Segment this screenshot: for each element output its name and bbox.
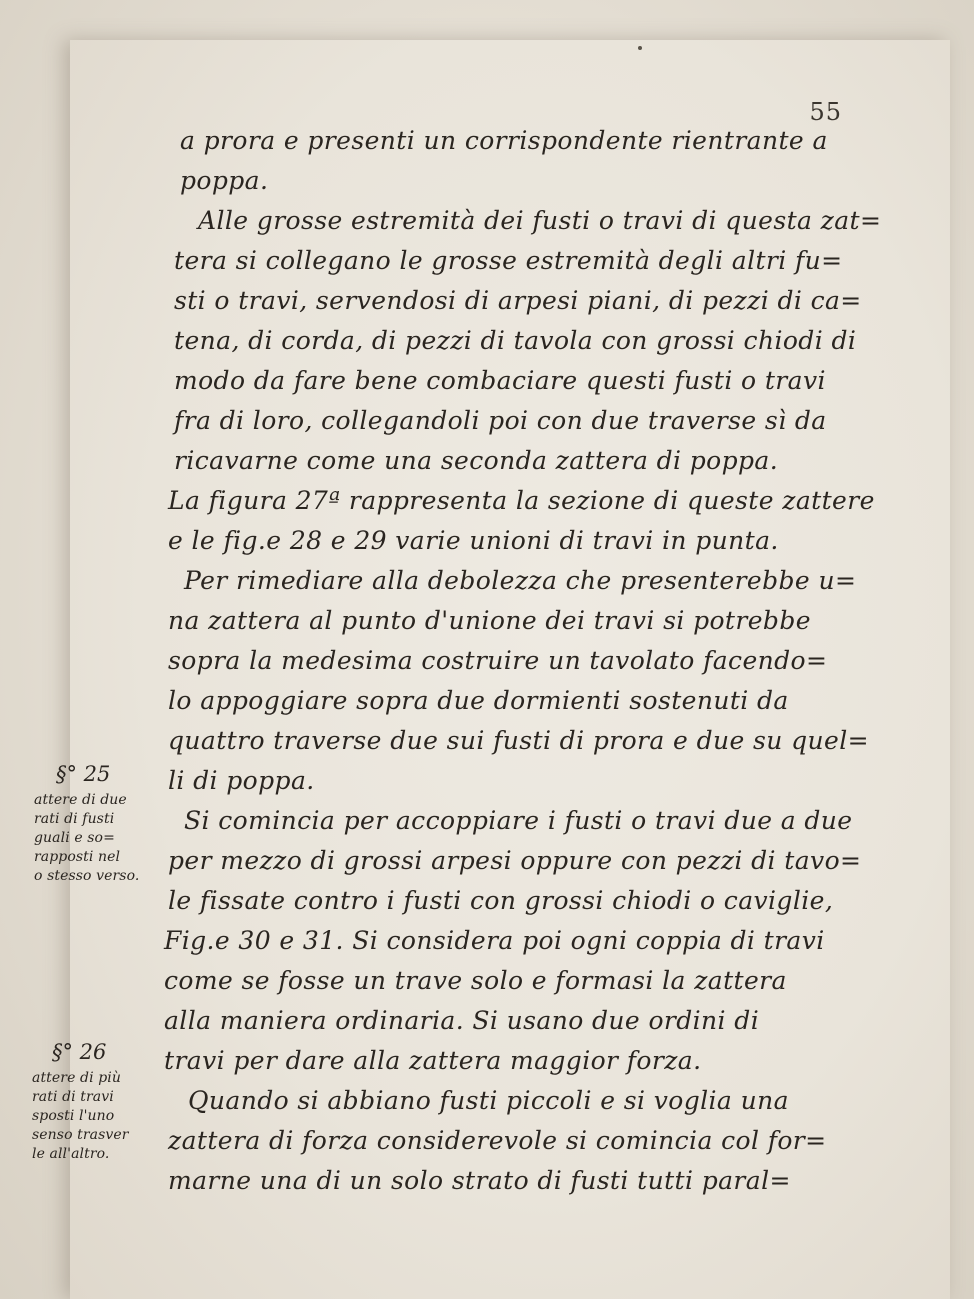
- body-line: tera si collegano le grosse estremità degli altri fu=: [174, 246, 843, 275]
- page-number: 55: [809, 98, 842, 126]
- margin-note-line: o stesso verso.: [34, 868, 140, 884]
- manuscript-page: [70, 40, 950, 1299]
- body-line: sti o travi, servendosi di arpesi piani, di pezzi di ca=: [174, 286, 862, 315]
- body-line: Fig.e 30 e 31. Si considera poi ogni coppia di travi: [164, 926, 825, 955]
- paper-speck: [638, 46, 642, 50]
- body-line: come se fosse un trave solo e formasi la zattera: [164, 966, 787, 995]
- margin-note-line: le all'altro.: [32, 1146, 110, 1162]
- body-line: Per rimediare alla debolezza che presenterebbe u=: [184, 566, 857, 595]
- body-line: Quando si abbiano fusti piccoli e si voglia una: [188, 1086, 789, 1115]
- body-line: travi per dare alla zattera maggior forza.: [164, 1046, 702, 1075]
- body-line: marne una di un solo strato di fusti tutti paral=: [168, 1166, 791, 1195]
- margin-note-heading: §° 26: [52, 1040, 107, 1064]
- margin-note-line: sposti l'uno: [32, 1108, 115, 1124]
- body-line: modo da fare bene combaciare questi fusti o travi: [174, 366, 826, 395]
- body-line: li di poppa.: [168, 766, 315, 795]
- body-line: na zattera al punto d'unione dei travi si potrebbe: [168, 606, 811, 635]
- margin-note-line: attere di più: [32, 1070, 121, 1086]
- body-line: le fissate contro i fusti con grossi chiodi o caviglie,: [168, 886, 834, 915]
- body-line: a prora e presenti un corrispondente rientrante a: [180, 126, 828, 155]
- body-line: lo appoggiare sopra due dormienti sostenuti da: [168, 686, 789, 715]
- margin-note-heading: §° 25: [56, 762, 111, 786]
- margin-note-line: guali e so=: [34, 830, 115, 846]
- body-line: tena, di corda, di pezzi di tavola con grossi chiodi di: [174, 326, 857, 355]
- margin-note-line: senso trasver: [32, 1127, 129, 1143]
- body-line: La figura 27ª rappresenta la sezione di queste zattere: [168, 486, 875, 515]
- body-line: quattro traverse due sui fusti di prora e due su quel=: [168, 726, 869, 755]
- body-line: per mezzo di grossi arpesi oppure con pezzi di tavo=: [168, 846, 862, 875]
- body-line: ricavarne come una seconda zattera di poppa.: [174, 446, 779, 475]
- margin-note-line: rati di fusti: [34, 811, 115, 827]
- margin-note-line: attere di due: [34, 792, 127, 808]
- body-line: fra di loro, collegandoli poi con due traverse sì da: [174, 406, 827, 435]
- body-line: Si comincia per accoppiare i fusti o travi due a due: [184, 806, 853, 835]
- body-line: poppa.: [180, 166, 269, 195]
- body-line: sopra la medesima costruire un tavolato facendo=: [168, 646, 828, 675]
- margin-note-line: rati di travi: [32, 1089, 114, 1105]
- margin-note-line: rapposti nel: [34, 849, 121, 865]
- body-line: e le fig.e 28 e 29 varie unioni di travi in punta.: [168, 526, 779, 555]
- body-line: zattera di forza considerevole si comincia col for=: [168, 1126, 827, 1155]
- body-line: alla maniera ordinaria. Si usano due ordini di: [164, 1006, 760, 1035]
- body-line: Alle grosse estremità dei fusti o travi di questa zat=: [198, 206, 882, 235]
